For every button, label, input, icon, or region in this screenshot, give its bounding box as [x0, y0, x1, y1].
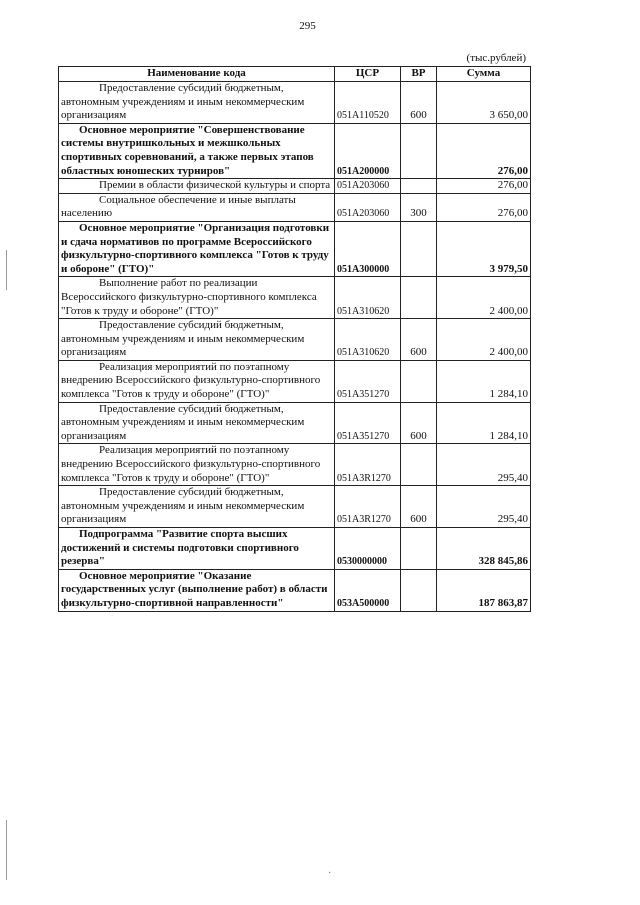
row-name: Предоставление субсидий бюджетным, автономным учреждениям и иным некоммерческим организациям — [59, 402, 335, 444]
row-name: Премии в области физической культуры и спорта — [59, 179, 335, 194]
row-csr: 051А351270 — [335, 402, 401, 444]
row-csr: 053А500000 — [335, 569, 401, 611]
scan-edge-mark — [6, 820, 7, 880]
row-csr: 051А300000 — [335, 221, 401, 276]
row-name: Подпрограмма "Развитие спорта высших достижений и системы подготовки спортивного резерва" — [59, 528, 335, 570]
units-label: (тыс.рублей) — [466, 52, 526, 64]
row-name: Основное мероприятие "Оказание государственных услуг (выполнение работ) в области физкультурно-спортивной направленности" — [59, 569, 335, 611]
row-csr: 051А203060 — [335, 193, 401, 221]
header-sum: Сумма — [437, 67, 531, 82]
row-name: Основное мероприятие "Совершенствование системы внутришкольных и межшкольных спортивных соревнований, а также первых этапов областных юношеских турниров" — [59, 123, 335, 178]
table-row — [59, 82, 531, 124]
row-sum: 1 284,10 — [437, 360, 531, 402]
row-sum: 1 284,10 — [437, 402, 531, 444]
row-name: Выполнение работ по реализации Всероссийского физкультурно-спортивного комплекса "Готов к труду и обороне" (ГТО)" — [59, 277, 335, 319]
row-vr — [401, 360, 437, 402]
table-row — [59, 193, 531, 221]
table-row — [59, 486, 531, 528]
table-row — [59, 569, 531, 611]
table-header-row — [59, 67, 531, 82]
row-sum: 295,40 — [437, 444, 531, 486]
table-row — [59, 319, 531, 361]
table-row — [59, 221, 531, 276]
table-row — [59, 179, 531, 194]
header-vr: ВР — [401, 67, 437, 82]
row-vr — [401, 528, 437, 570]
scan-fleck: · — [328, 868, 332, 879]
row-sum: 276,00 — [437, 123, 531, 178]
row-name: Основное мероприятие "Организация подготовки и сдача нормативов по программе Всероссийского физкультурно-спортивного комплекса "Готов к труду и обороне" (ГТО)" — [59, 221, 335, 276]
table-row — [59, 360, 531, 402]
row-sum: 276,00 — [437, 193, 531, 221]
row-sum: 295,40 — [437, 486, 531, 528]
row-csr: 051А310620 — [335, 319, 401, 361]
header-name: Наименование кода — [59, 67, 335, 82]
row-vr — [401, 569, 437, 611]
row-name: Социальное обеспечение и иные выплаты населению — [59, 193, 335, 221]
row-csr: 051А3R1270 — [335, 486, 401, 528]
row-csr: 051А310620 — [335, 277, 401, 319]
row-sum: 3 650,00 — [437, 82, 531, 124]
table-row — [59, 444, 531, 486]
table-row — [59, 123, 531, 178]
row-name: Предоставление субсидий бюджетным, автономным учреждениям и иным некоммерческим организациям — [59, 319, 335, 361]
row-csr: 051А203060 — [335, 179, 401, 194]
row-csr: 051А110520 — [335, 82, 401, 124]
row-sum: 328 845,86 — [437, 528, 531, 570]
row-vr — [401, 221, 437, 276]
table-body — [59, 82, 531, 612]
row-sum: 2 400,00 — [437, 277, 531, 319]
row-csr: 051А200000 — [335, 123, 401, 178]
row-csr: 051А3R1270 — [335, 444, 401, 486]
row-sum: 3 979,50 — [437, 221, 531, 276]
row-vr: 600 — [401, 402, 437, 444]
row-csr: 0530000000 — [335, 528, 401, 570]
page-number: 295 — [299, 20, 316, 32]
row-sum: 2 400,00 — [437, 319, 531, 361]
row-vr — [401, 444, 437, 486]
table-row — [59, 402, 531, 444]
row-sum: 276,00 — [437, 179, 531, 194]
row-name: Предоставление субсидий бюджетным, автономным учреждениям и иным некоммерческим организациям — [59, 82, 335, 124]
row-sum: 187 863,87 — [437, 569, 531, 611]
budget-table — [58, 66, 531, 612]
row-name: Предоставление субсидий бюджетным, автономным учреждениям и иным некоммерческим организациям — [59, 486, 335, 528]
row-vr: 600 — [401, 82, 437, 124]
row-vr — [401, 179, 437, 194]
scan-edge-mark — [6, 250, 7, 290]
row-vr — [401, 277, 437, 319]
row-name: Реализация мероприятий по поэтапному внедрению Всероссийского физкультурно-спортивного комплекса "Готов к труду и обороне" (ГТО)" — [59, 444, 335, 486]
row-vr: 600 — [401, 319, 437, 361]
table-row — [59, 528, 531, 570]
table-row — [59, 277, 531, 319]
row-vr — [401, 123, 437, 178]
header-csr: ЦСР — [335, 67, 401, 82]
row-vr: 600 — [401, 486, 437, 528]
row-vr: 300 — [401, 193, 437, 221]
row-csr: 051А351270 — [335, 360, 401, 402]
row-name: Реализация мероприятий по поэтапному внедрению Всероссийского физкультурно-спортивного комплекса "Готов к труду и обороне" (ГТО)" — [59, 360, 335, 402]
